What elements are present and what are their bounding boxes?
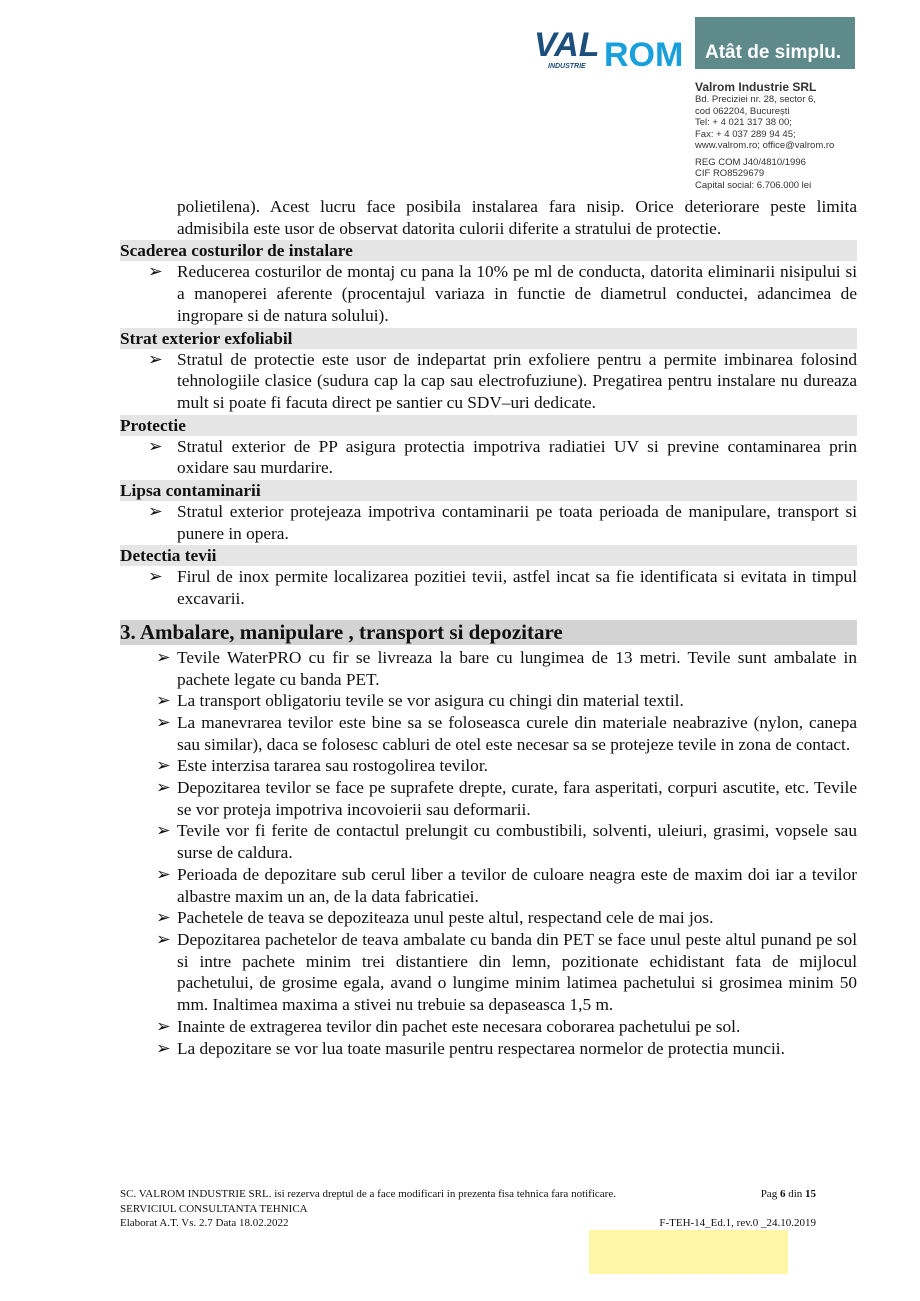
cif: CIF RO8529679	[695, 168, 765, 179]
feature-heading: Detectia tevii	[120, 545, 857, 566]
arrow-bullet-icon: ➢	[156, 864, 171, 884]
section-heading: 3. Ambalare, manipulare , transport si depozitare	[120, 620, 857, 645]
valrom-logo	[534, 26, 686, 70]
list-item	[120, 929, 857, 1016]
tagline-banner: Atât de simplu.	[695, 17, 855, 69]
arrow-bullet-icon: ➢	[148, 567, 163, 587]
list-item-text: Perioada de depozitare sub cerul liber a tevilor de culoare neagra este de maxim doi iar a tevilor albastre maxim un an, de la data fabricatiei.	[177, 864, 857, 906]
footer-department: SERVICIUL CONSULTANTA TEHNICA	[120, 1202, 308, 1215]
arrow-bullet-icon: ➢	[156, 821, 171, 841]
arrow-bullet-icon: ➢	[148, 436, 163, 456]
list-item-text: Tevile WaterPRO cu fir se livreaza la bare cu lungimea de 13 metri. Tevile sunt ambalate in pachete legate cu banda PET.	[177, 647, 857, 689]
arrow-bullet-icon: ➢	[156, 691, 171, 711]
list-item	[120, 1016, 857, 1038]
arrow-bullet-icon: ➢	[156, 929, 171, 949]
arrow-bullet-icon: ➢	[156, 647, 171, 667]
reg-com: REG COM J40/4810/1996	[695, 156, 806, 168]
arrow-bullet-icon: ➢	[156, 908, 171, 928]
feature-heading: Lipsa contaminarii	[120, 480, 857, 501]
arrow-bullet-icon: ➢	[148, 349, 163, 369]
feature-bullet	[120, 436, 857, 479]
page-number: Pag 6 din 15	[760, 1188, 816, 1200]
capital: Capital social: 6.706.000 lei	[695, 179, 812, 191]
list-item	[120, 907, 857, 929]
address-line: cod 062204, București	[695, 105, 790, 117]
list-item	[120, 820, 857, 863]
logo-val: VAL	[534, 26, 600, 64]
company-name: Valrom Industrie SRL	[695, 80, 817, 94]
list-item	[120, 1038, 857, 1060]
bullet-text: Reducerea costurilor de montaj cu pana la 10% pe ml de conducta, datorita eliminarii nisipului si a manoperei aferente (procentajul variaza in functie de diametrul conductei, adancimea de ingropare si de natura solului).	[177, 262, 857, 325]
list-item-text: Este interzisa tararea sau rostogolirea tevilor.	[177, 756, 488, 776]
logo-rom: ROM	[604, 36, 684, 70]
arrow-bullet-icon: ➢	[156, 778, 171, 798]
logo-industrie: INDUSTRIE	[548, 63, 586, 70]
list-item-text: Pachetele de teava se depoziteaza unul peste altul, respectand cele de mai jos.	[177, 908, 714, 928]
bullet-text: Stratul de protectie este usor de indepartat prin exfoliere pentru a permite imbinarea folosind tehnologiile clasice (sudura cap la cap sau electrofuziune). Pregatirea pentru instalare nu dureaza mult si poate fi facuta direct pe santier cu SDV–uri dedicate.	[177, 349, 857, 412]
list-item-text: La transport obligatoriu tevile se vor asigura cu chingi din material textil.	[177, 691, 684, 711]
list-item-text: La manevrarea tevilor este bine sa se foloseasca curele din materiale neabrazive (nylon, canepa sau similar), daca se folosesc cabluri de otel este necesar sa se protejeze tevile in zona de contact.	[177, 712, 857, 754]
feature-bullet	[120, 349, 857, 414]
feature-bullet	[120, 261, 857, 326]
list-item-text: La depozitare se vor lua toate masurile pentru respectarea normelor de protectia muncii.	[177, 1038, 785, 1058]
feature-bullet	[120, 566, 857, 609]
arrow-bullet-icon: ➢	[148, 262, 163, 282]
arrow-bullet-icon: ➢	[156, 1016, 171, 1036]
list-item	[120, 712, 857, 755]
address-line: Bd. Preciziei nr. 28, sector 6,	[695, 94, 816, 105]
web-email: www.valrom.ro; office@valrom.ro	[695, 140, 835, 151]
feature-bullet	[120, 501, 857, 544]
list-item-text: Tevile vor fi ferite de contactul prelungit cu combustibili, solventi, uleiuri, grasimi, vopsele sau surse de caldura.	[177, 821, 857, 863]
intro-paragraph: polietilena). Acest lucru face posibila instalarea fara nisip. Orice deteriorare peste limita admisibila este usor de observat datorita culorii diferite a stratului de protectie.	[177, 197, 857, 238]
phone: Tel: + 4 021 317 38 00;	[695, 117, 792, 128]
form-code: F-TEH-14_Ed.1, rev.0 _24.10.2019	[659, 1217, 816, 1229]
highlight-box	[589, 1230, 788, 1274]
list-item	[120, 690, 857, 712]
footer-disclaimer: SC. VALROM INDUSTRIE SRL. isi rezerva dreptul de a face modificari in prezenta fisa tehnica fara notificare.	[120, 1188, 616, 1200]
list-item	[120, 755, 857, 777]
footer	[120, 1187, 816, 1231]
feature-heading: Protectie	[120, 415, 857, 436]
list-item-text: Inainte de extragerea tevilor din pachet este necesara coborarea pachetului pe sol.	[177, 1016, 741, 1036]
list-item-text: Depozitarea pachetelor de teava ambalate cu banda din PET se face unul peste altul punand pe sol si intre pachete minim trei distantiere din lemn, pozitionate echidistant fata de mijlocul pachetului, de grosime egala, avand o lungime minim latimea pachetului si grosimea minim 50 mm. Inaltimea maxima a stivei nu trebuie sa depaseasca 1,5 m.	[177, 929, 857, 1015]
feature-heading: Scaderea costurilor de instalare	[120, 240, 857, 261]
list-item	[120, 647, 857, 690]
footer-elaborated: Elaborat A.T. Vs. 2.7 Data 18.02.2022	[120, 1217, 289, 1229]
main-content	[120, 196, 857, 1059]
fax: Fax: + 4 037 289 94 45;	[695, 128, 796, 140]
list-item	[120, 864, 857, 907]
bullet-text: Firul de inox permite localizarea pozitiei tevii, astfel incat sa fie identificata si evitata in timpul excavarii.	[177, 567, 857, 609]
bullet-text: Stratul exterior de PP asigura protectia impotriva radiatiei UV si previne contaminarea prin oxidare sau murdarire.	[177, 436, 857, 478]
arrow-bullet-icon: ➢	[156, 1038, 171, 1058]
list-item	[120, 777, 857, 820]
arrow-bullet-icon: ➢	[156, 756, 171, 776]
feature-heading: Strat exterior exfoliabil	[120, 328, 857, 349]
arrow-bullet-icon: ➢	[156, 712, 171, 732]
list-item-text: Depozitarea tevilor se face pe suprafete drepte, curate, fara asperitati, corpuri ascutite, etc. Tevile se vor proteja impotriva incovoierii sau deformarii.	[177, 778, 857, 819]
arrow-bullet-icon: ➢	[148, 502, 163, 522]
company-info	[695, 80, 834, 191]
bullet-text: Stratul exterior protejeaza impotriva contaminarii pe toata perioada de manipulare, transport si punere in opera.	[177, 502, 857, 543]
